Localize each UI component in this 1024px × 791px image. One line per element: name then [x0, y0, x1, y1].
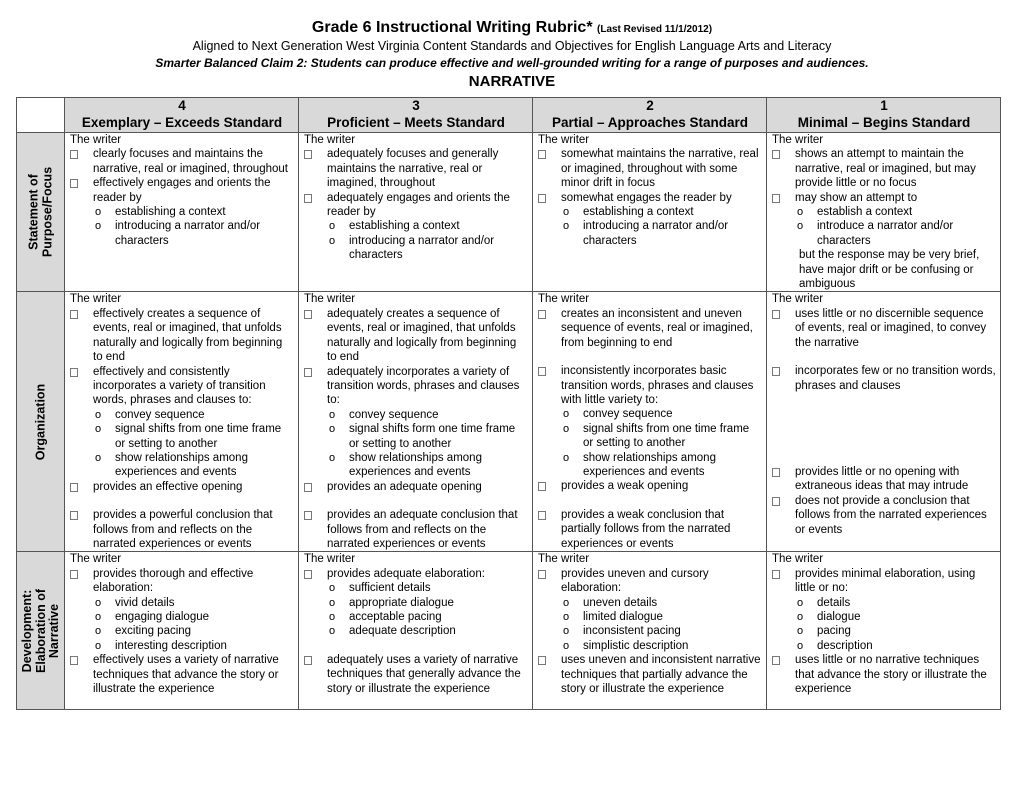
checkbox-bullet-icon: [538, 482, 546, 491]
checkbox-bullet-icon: [772, 656, 780, 665]
document-title: Grade 6 Instructional Writing Rubric* (Last Revised 11/1/2012): [311, 19, 713, 36]
checkbox-bullet-icon: [538, 150, 546, 159]
cell-purpose-2: The writer somewhat maintains the narrative, real or imagined, throughout with some minor drift in focus somewhat engages the reader by o establishing a context o introducing a narrator and/or characters: [533, 133, 767, 292]
checkbox-bullet-icon: [538, 367, 546, 376]
checkbox-bullet-icon: [538, 310, 546, 319]
checkbox-bullet-icon: [538, 511, 546, 520]
checkbox-bullet-icon: [772, 150, 780, 159]
checkbox-bullet-icon: [70, 656, 78, 665]
checkbox-bullet-icon: [772, 194, 780, 203]
checkbox-bullet-icon: [538, 656, 546, 665]
cell-development-1: The writer provides minimal elaboration, using little or no: o details o dialogue o pacing o description uses little or no narrative techniques that advance the story or illustrate the experience: [767, 552, 1001, 710]
cell-organization-3: The writer adequately creates a sequence of events, real or imagined, that unfolds naturally and logically from beginning to end adequately incorporates a variety of transition words, phrases and clauses to: o convey sequence o signal shifts form one time frame or setting to another o show relationships among experiences and events provides an adequate opening provides an adequate conclusion that follows from and reflects on the narrated experiences or events: [299, 292, 533, 552]
checkbox-bullet-icon: [772, 367, 780, 376]
row-development: [17, 552, 1001, 710]
cell-purpose-4: The writer clearly focuses and maintains the narrative, real or imagined, throughout effectively engages and orients the reader by o establishing a context o introducing a narrator and/or characters: [65, 133, 299, 292]
cell-organization-4: The writer effectively creates a sequence of events, real or imagined, that unfolds naturally and logically from beginning to end effectively and consistently incorporates a variety of transition words, phrases and clauses to: o convey sequence o signal shifts from one time frame or setting to another o show relationships among experiences and events provides an effective opening provides a powerful conclusion that follows from and reflects on the narrated experiences or events: [65, 292, 299, 552]
checkbox-bullet-icon: [772, 570, 780, 579]
checkbox-bullet-icon: [70, 511, 78, 520]
checkbox-bullet-icon: [70, 179, 78, 188]
checkbox-bullet-icon: [304, 310, 312, 319]
checkbox-bullet-icon: [70, 150, 78, 159]
checkbox-bullet-icon: [772, 497, 780, 506]
column-header-3: 3 Proficient – Meets Standard: [299, 98, 533, 133]
row-label-purpose-focus: Statement of Purpose/Focus: [17, 133, 65, 292]
column-header-4: 4 Exemplary – Exceeds Standard: [65, 98, 299, 133]
cell-organization-1: The writer uses little or no discernible sequence of events, real or imagined, to convey the narrative incorporates few or no transition words, phrases and clauses provides little or no opening with extraneous ideas that may intrude does not provide a conclusion that follows from the narrated experiences or events: [767, 292, 1001, 552]
checkbox-bullet-icon: [538, 570, 546, 579]
row-organization: [17, 292, 1001, 552]
corner-cell: [17, 98, 65, 133]
checkbox-bullet-icon: [70, 570, 78, 579]
column-header-1: 1 Minimal – Begins Standard: [767, 98, 1001, 133]
checkbox-bullet-icon: [304, 150, 312, 159]
checkbox-bullet-icon: [304, 511, 312, 520]
checkbox-bullet-icon: [304, 368, 312, 377]
cell-development-2: The writer provides uneven and cursory elaboration: o uneven details o limited dialogue o inconsistent pacing o simplistic description uses uneven and inconsistent narrative techniques that partially advance the story or illustrate the experience: [533, 552, 767, 710]
checkbox-bullet-icon: [304, 483, 312, 492]
rubric-table: [16, 97, 1001, 710]
row-label-development: Development: Elaboration of Narrative: [17, 552, 65, 710]
checkbox-bullet-icon: [304, 570, 312, 579]
cell-development-4: The writer provides thorough and effective elaboration: o vivid details o engaging dialogue o exciting pacing o interesting description effectively uses a variety of narrative techniques that advance the story or illustrate the experience: [65, 552, 299, 710]
claim-statement: Smarter Balanced Claim 2: Students can produce effective and well-grounded writing for a range of purposes and audiences.: [155, 56, 869, 70]
checkbox-bullet-icon: [70, 368, 78, 377]
revision-note: (Last Revised 11/1/2012): [597, 24, 713, 35]
checkbox-bullet-icon: [70, 310, 78, 319]
column-header-2: 2 Partial – Approaches Standard: [533, 98, 767, 133]
checkbox-bullet-icon: [538, 194, 546, 203]
alignment-statement: Aligned to Next Generation West Virginia Content Standards and Objectives for English Language Arts and Literacy: [192, 39, 832, 53]
row-purpose-focus: [17, 133, 1001, 292]
checkbox-bullet-icon: [70, 483, 78, 492]
cell-purpose-1: The writer shows an attempt to maintain the narrative, real or imagined, but may provide little or no focus may show an attempt to o establish a context o introduce a narrator and/or characters but the response may be very brief, have major drift or be confusing or ambiguous: [767, 133, 1001, 292]
checkbox-bullet-icon: [772, 310, 780, 319]
row-label-organization: Organization: [17, 292, 65, 552]
cell-development-3: The writer provides adequate elaboration: o sufficient details o appropriate dialogue o acceptable pacing o adequate description adequately uses a variety of narrative techniques that generally advance the story or illustrate the experience: [299, 552, 533, 710]
genre-heading: NARRATIVE: [468, 73, 556, 90]
cell-purpose-3: The writer adequately focuses and generally maintains the narrative, real or imagined, throughout adequately engages and orients the reader by o establishing a context o introducing a narrator and/or characters: [299, 133, 533, 292]
cell-organization-2: The writer creates an inconsistent and uneven sequence of events, real or imagined, from beginning to end inconsistently incorporates basic transition words, phrases and clauses with little variety to: o convey sequence o signal shifts from one time frame or setting to another o show relationships among experiences and events provides a weak opening provides a weak conclusion that partially follows from the narrated experiences or events: [533, 292, 767, 552]
checkbox-bullet-icon: [772, 468, 780, 477]
score-header-row: [17, 98, 1001, 133]
checkbox-bullet-icon: [304, 194, 312, 203]
checkbox-bullet-icon: [304, 656, 312, 665]
